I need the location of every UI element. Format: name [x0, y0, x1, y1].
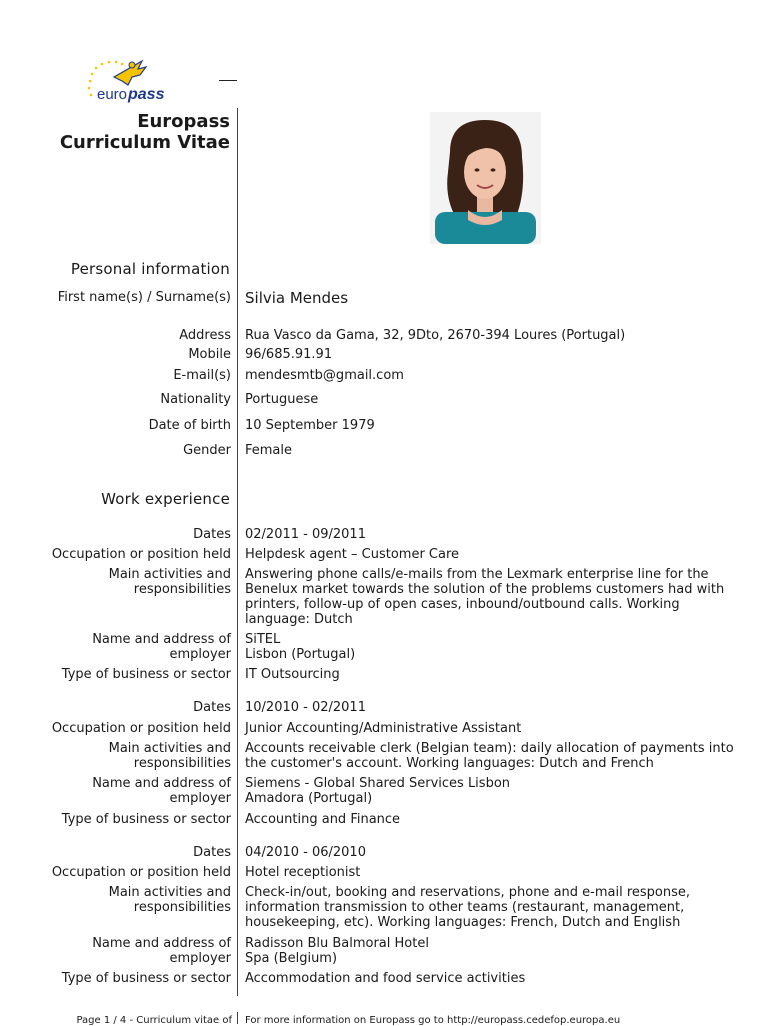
job-employer-label: Name and address of employer	[92, 776, 231, 806]
gender-label: Gender	[183, 443, 231, 458]
column-divider	[237, 108, 238, 996]
job-sector: Accounting and Finance	[245, 812, 401, 827]
job-employer: Radisson Blu Balmoral Hotel Spa (Belgium)	[245, 936, 429, 966]
gender-value: Female	[245, 443, 293, 458]
job-sector: IT Outsourcing	[245, 667, 340, 682]
footer-europass-info: For more information on Europass go to http://europass.cedefop.europa.eu	[245, 1015, 621, 1026]
job-activities: Answering phone calls/e-mails from the Lexmark enterprise line for the Benelux market towards the solution of the problems customers had with printers, follow-up of open cases, inbound/outbound calls. Working language: Dutch	[245, 567, 725, 627]
name-value: Silvia Mendes	[245, 289, 349, 307]
mobile-label: Mobile	[188, 347, 231, 362]
job-occupation: Junior Accounting/Administrative Assistant	[245, 721, 522, 736]
cv-title-line1: Europass	[137, 111, 230, 132]
portrait-photo	[430, 112, 541, 244]
job-occupation-label: Occupation or position held	[51, 721, 231, 736]
job-dates-label: Dates	[193, 700, 231, 715]
job-dates: 10/2010 - 02/2011	[245, 700, 366, 715]
job-employer-label: Name and address of employer	[92, 632, 231, 662]
job-sector-label: Type of business or sector	[61, 812, 231, 827]
personal-info-heading: Personal information	[70, 260, 230, 278]
footer-page-info: Page 1 / 4 - Curriculum vitae of	[76, 1015, 232, 1026]
logo-dash	[219, 80, 237, 81]
cv-title-line2: Curriculum Vitae	[59, 132, 230, 153]
address-value: Rua Vasco da Gama, 32, 9Dto, 2670-394 Loures (Portugal)	[245, 328, 626, 343]
job-activities-label: Main activities and responsibilities	[108, 567, 231, 597]
job-dates: 02/2011 - 09/2011	[245, 527, 366, 542]
nationality-value: Portuguese	[245, 392, 319, 407]
mobile-value: 96/685.91.91	[245, 347, 333, 362]
job-employer: SiTEL Lisbon (Portugal)	[245, 632, 356, 662]
job-dates-label: Dates	[193, 845, 231, 860]
job-activities-label: Main activities and responsibilities	[108, 885, 231, 915]
job-activities: Check-in/out, booking and reservations, phone and e-mail response, information transmission to other teams (restaurant, management, housekeeping, etc). Working languages: French, Dutch and English	[245, 885, 691, 930]
job-dates-label: Dates	[193, 527, 231, 542]
job-activities-label: Main activities and responsibilities	[108, 741, 231, 771]
runner-figure-icon	[114, 61, 146, 85]
job-sector: Accommodation and food service activities	[245, 971, 526, 986]
job-employer-label: Name and address of employer	[92, 936, 231, 966]
work-experience-heading: Work experience	[101, 490, 230, 508]
nationality-label: Nationality	[160, 392, 231, 407]
address-label: Address	[179, 328, 231, 343]
email-label: E-mail(s)	[173, 368, 231, 383]
logo-text-euro: euro	[97, 86, 128, 103]
job-occupation: Helpdesk agent – Customer Care	[245, 547, 460, 562]
job-occupation-label: Occupation or position held	[51, 547, 231, 562]
job-sector-label: Type of business or sector	[61, 971, 231, 986]
cv-title	[60, 111, 230, 153]
email-value: mendesmtb@gmail.com	[245, 368, 404, 383]
europass-logo-graphic	[84, 55, 176, 105]
job-occupation: Hotel receptionist	[245, 865, 361, 880]
dob-label: Date of birth	[148, 418, 231, 433]
logo-text-pass: pass	[128, 86, 165, 103]
job-sector-label: Type of business or sector	[61, 667, 231, 682]
job-occupation-label: Occupation or position held	[51, 865, 231, 880]
name-label: First name(s) / Surname(s)	[57, 290, 231, 305]
dob-value: 10 September 1979	[245, 418, 375, 433]
europass-logo	[84, 55, 176, 105]
job-activities: Accounts receivable clerk (Belgian team): daily allocation of payments into the customer's account. Working languages: Dutch and French	[245, 741, 734, 771]
job-dates: 04/2010 - 06/2010	[245, 845, 366, 860]
footer-divider	[237, 1012, 238, 1024]
job-employer: Siemens - Global Shared Services Lisbon Amadora (Portugal)	[245, 776, 511, 806]
